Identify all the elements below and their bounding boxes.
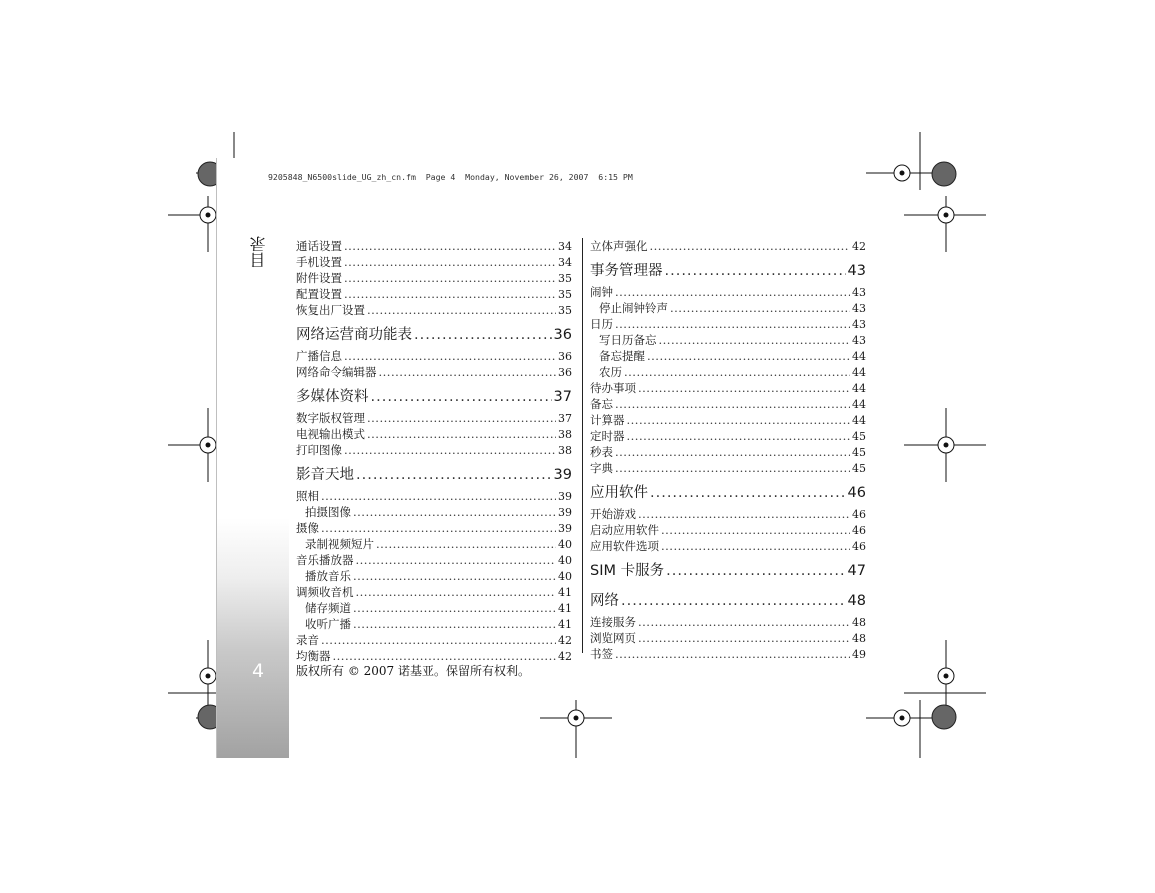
toc-entry-label: 配置设置 [296, 287, 342, 301]
toc-entry-label: 写日历备忘 [599, 333, 657, 347]
toc-leader-dots [661, 522, 850, 538]
toc-entry-label: 电视输出模式 [296, 427, 365, 441]
toc-entry[interactable] [296, 364, 572, 380]
toc-page-number: 39 [558, 490, 572, 503]
toc-leader-dots [356, 462, 552, 488]
toc-leader-dots [356, 552, 557, 568]
toc-entry-label: 日历 [590, 317, 613, 331]
toc-page-number: 40 [558, 554, 572, 567]
toc-entry[interactable] [590, 412, 866, 428]
toc-entry[interactable] [296, 348, 572, 364]
toc-entry-label: 附件设置 [296, 271, 342, 285]
toc-entry[interactable] [296, 238, 572, 254]
toc-entry[interactable] [296, 584, 572, 600]
toc-entry-label: 书签 [590, 647, 613, 661]
toc-leader-dots [615, 316, 850, 332]
toc-page-number: 35 [558, 272, 572, 285]
toc-page-number: 45 [852, 446, 866, 459]
toc-entry[interactable] [590, 428, 866, 444]
toc-page-number: 47 [847, 563, 866, 579]
toc-entry[interactable] [590, 646, 866, 662]
toc-section-heading[interactable] [590, 258, 866, 284]
toc-entry-label: 应用软件选项 [590, 539, 659, 553]
toc-entry-label: 立体声强化 [590, 239, 648, 253]
toc-page-number: 41 [558, 586, 572, 599]
toc-entry-label: 播放音乐 [305, 569, 351, 583]
toc-page-number: 35 [558, 288, 572, 301]
toc-entry[interactable] [296, 410, 572, 426]
toc-leader-dots [321, 520, 556, 536]
toc-leader-dots [627, 412, 851, 428]
toc-leader-dots [379, 364, 557, 380]
toc-page-number: 46 [852, 508, 866, 521]
toc-leader-dots [367, 302, 556, 318]
toc-entry[interactable] [590, 284, 866, 300]
toc-entry-label: 影音天地 [296, 467, 354, 483]
toc-entry-label: 计算器 [590, 413, 625, 427]
toc-section-heading[interactable] [296, 384, 572, 410]
toc-page-number: 38 [558, 428, 572, 441]
toc-right-column [590, 238, 866, 662]
toc-entry-label: 打印图像 [296, 443, 342, 457]
toc-entry[interactable] [590, 316, 866, 332]
toc-page-number: 41 [558, 602, 572, 615]
toc-entry-label: 网络运营商功能表 [296, 327, 412, 343]
toc-leader-dots [621, 588, 846, 614]
toc-page-number: 36 [553, 327, 572, 343]
toc-page-number: 35 [558, 304, 572, 317]
toc-page-number: 36 [558, 366, 572, 379]
toc-page-number: 44 [852, 382, 866, 395]
toc-page-number: 48 [852, 616, 866, 629]
toc-entry-label: 停止闹钟铃声 [599, 301, 668, 315]
toc-entry-label: 定时器 [590, 429, 625, 443]
toc-leader-dots [627, 428, 851, 444]
toc-entry-label: 网络 [590, 593, 619, 609]
toc-entry-label: 均衡器 [296, 649, 331, 663]
toc-entry[interactable] [590, 522, 866, 538]
toc-entry-label: 备忘提醒 [599, 349, 645, 363]
toc-page-number: 38 [558, 444, 572, 457]
toc-entry[interactable] [296, 286, 572, 302]
toc-leader-dots [615, 460, 850, 476]
toc-entry[interactable] [590, 538, 866, 554]
toc-section-heading[interactable] [296, 462, 572, 488]
toc-page-number: 34 [558, 256, 572, 269]
toc-page-number: 40 [558, 538, 572, 551]
toc-leader-dots [638, 506, 850, 522]
toc-entry[interactable] [590, 460, 866, 476]
toc-entry[interactable] [296, 616, 572, 632]
toc-leader-dots [659, 332, 851, 348]
toc-entry[interactable] [590, 396, 866, 412]
toc-section-heading[interactable] [590, 558, 866, 584]
toc-section-heading[interactable] [296, 322, 572, 348]
toc-page-number: 48 [852, 632, 866, 645]
toc-section-heading[interactable] [590, 588, 866, 614]
toc-entry-label: 连接服务 [590, 615, 636, 629]
toc-leader-dots [344, 442, 556, 458]
toc-leader-dots [356, 584, 557, 600]
toc-leader-dots [638, 614, 850, 630]
toc-page-number: 45 [852, 430, 866, 443]
toc-page-number: 40 [558, 570, 572, 583]
toc-leader-dots [615, 284, 850, 300]
toc-entry-label: 浏览网页 [590, 631, 636, 645]
toc-leader-dots [665, 258, 846, 284]
toc-entry-label: 多媒体资料 [296, 389, 369, 405]
toc-page-number: 44 [852, 398, 866, 411]
toc-entry-label: 闹钟 [590, 285, 613, 299]
copyright-footer: 版权所有 © 2007 诺基亚。保留所有权利。 [296, 664, 530, 678]
toc-entry-label: 字典 [590, 461, 613, 475]
toc-leader-dots [344, 238, 556, 254]
toc-entry-label: 数字版权管理 [296, 411, 365, 425]
toc-entry-label: 网络命令编辑器 [296, 365, 377, 379]
toc-entry[interactable] [296, 442, 572, 458]
toc-leader-dots [414, 322, 552, 348]
toc-page-number: 44 [852, 350, 866, 363]
toc-leader-dots [615, 444, 850, 460]
toc-page-number: 48 [847, 593, 866, 609]
toc-leader-dots [615, 646, 850, 662]
toc-entry-label: 事务管理器 [590, 263, 663, 279]
toc-entry-label: 手机设置 [296, 255, 342, 269]
toc-entry-label: SIM 卡服务 [590, 563, 665, 579]
toc-entry[interactable] [590, 380, 866, 396]
toc-page-number: 46 [852, 524, 866, 537]
toc-leader-dots [344, 270, 556, 286]
toc-leader-dots [661, 538, 850, 554]
section-tab-label: 目录 [249, 236, 268, 268]
toc-section-heading[interactable] [590, 480, 866, 506]
toc-leader-dots [650, 480, 846, 506]
toc-leader-dots [344, 348, 556, 364]
toc-entry-label: 摄像 [296, 521, 319, 535]
toc-entry-label: 音乐播放器 [296, 553, 354, 567]
toc-page-number: 42 [558, 650, 572, 663]
toc-page-number: 43 [852, 286, 866, 299]
toc-entry[interactable] [296, 254, 572, 270]
toc-entry[interactable] [590, 614, 866, 630]
toc-entry[interactable] [296, 504, 572, 520]
toc-page-number: 46 [852, 540, 866, 553]
toc-page-number: 42 [558, 634, 572, 647]
toc-leader-dots [670, 300, 850, 316]
toc-entry[interactable] [296, 488, 572, 504]
toc-page-number: 46 [847, 485, 866, 501]
toc-entry[interactable] [296, 632, 572, 648]
toc-leader-dots [638, 630, 850, 646]
toc-page-number: 44 [852, 366, 866, 379]
toc-leader-dots [367, 426, 556, 442]
toc-page-number: 43 [852, 302, 866, 315]
toc-entry[interactable] [590, 300, 866, 316]
toc-page-number: 37 [558, 412, 572, 425]
toc-entry-label: 调频收音机 [296, 585, 354, 599]
toc-page-number: 43 [852, 334, 866, 347]
toc-page-number: 42 [852, 240, 866, 253]
toc-entry-label: 收听广播 [305, 617, 351, 631]
toc-entry-label: 启动应用软件 [590, 523, 659, 537]
toc-leader-dots [647, 348, 850, 364]
toc-entry[interactable] [296, 568, 572, 584]
toc-leader-dots [321, 632, 556, 648]
toc-leader-dots [353, 568, 556, 584]
toc-page-number: 36 [558, 350, 572, 363]
toc-leader-dots [624, 364, 850, 380]
toc-entry[interactable] [296, 536, 572, 552]
toc-left-column [296, 238, 572, 664]
toc-entry-label: 应用软件 [590, 485, 648, 501]
toc-leader-dots [615, 396, 850, 412]
toc-leader-dots [353, 600, 556, 616]
toc-leader-dots [376, 536, 556, 552]
toc-entry[interactable] [296, 600, 572, 616]
toc-leader-dots [666, 558, 845, 584]
toc-leader-dots [353, 504, 556, 520]
toc-entry[interactable] [296, 426, 572, 442]
toc-page-number: 43 [852, 318, 866, 331]
column-divider [582, 238, 583, 653]
toc-leader-dots [367, 410, 556, 426]
toc-leader-dots [344, 254, 556, 270]
toc-page-number: 39 [558, 522, 572, 535]
toc-entry-label: 广播信息 [296, 349, 342, 363]
print-header: 9205848_N6500slide_UG_zh_cn.fm Page 4 Monday, November 26, 2007 6:15 PM [268, 172, 633, 182]
toc-entry-label: 农历 [599, 365, 622, 379]
toc-page-number: 39 [558, 506, 572, 519]
toc-leader-dots [344, 286, 556, 302]
toc-entry-label: 待办事项 [590, 381, 636, 395]
toc-entry[interactable] [590, 332, 866, 348]
toc-page-number: 45 [852, 462, 866, 475]
toc-leader-dots [371, 384, 552, 410]
toc-entry-label: 拍摄图像 [305, 505, 351, 519]
toc-entry[interactable] [590, 364, 866, 380]
toc-entry[interactable] [590, 630, 866, 646]
toc-page-number: 37 [553, 389, 572, 405]
toc-entry-label: 备忘 [590, 397, 613, 411]
toc-entry[interactable] [296, 552, 572, 568]
toc-entry[interactable] [296, 520, 572, 536]
toc-entry[interactable] [590, 348, 866, 364]
toc-entry-label: 储存频道 [305, 601, 351, 615]
toc-page-number: 34 [558, 240, 572, 253]
toc-leader-dots [650, 238, 851, 254]
toc-leader-dots [321, 488, 556, 504]
toc-entry-label: 录音 [296, 633, 319, 647]
page-number: 4 [252, 660, 265, 682]
toc-entry-label: 录制视频短片 [305, 537, 374, 551]
toc-entry-label: 恢复出厂设置 [296, 303, 365, 317]
toc-page-number: 43 [847, 263, 866, 279]
toc-leader-dots [353, 616, 556, 632]
toc-page-number: 39 [553, 467, 572, 483]
toc-page-number: 41 [558, 618, 572, 631]
toc-page-number: 44 [852, 414, 866, 427]
toc-leader-dots [638, 380, 850, 396]
toc-entry-label: 照相 [296, 489, 319, 503]
toc-entry-label: 通话设置 [296, 239, 342, 253]
toc-entry[interactable] [296, 270, 572, 286]
toc-entry[interactable] [590, 506, 866, 522]
toc-entry[interactable] [590, 444, 866, 460]
toc-page-number: 49 [852, 648, 866, 661]
toc-entry-label: 开始游戏 [590, 507, 636, 521]
toc-entry[interactable] [296, 302, 572, 318]
toc-entry[interactable] [590, 238, 866, 254]
toc-entry-label: 秒表 [590, 445, 613, 459]
